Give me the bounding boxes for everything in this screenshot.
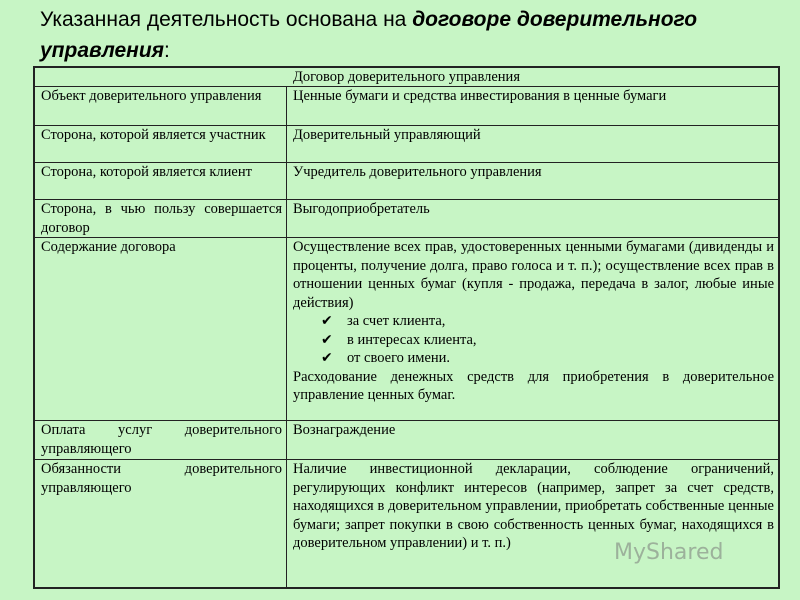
table-row [35, 126, 779, 163]
list-item-text: от своего имени. [347, 350, 451, 366]
title-end: : [164, 39, 170, 62]
table-row [35, 163, 779, 200]
checkmark-icon: ✔ [321, 331, 333, 348]
list-item [321, 349, 774, 368]
row-value: Учредитель доверительного управления [287, 163, 779, 200]
watermark-logo: MyShared [614, 540, 724, 565]
table-row [35, 87, 779, 126]
table-row [35, 200, 779, 238]
row-label: Содержание договора [35, 238, 287, 421]
row-label: Объект доверительного управления [35, 87, 287, 126]
row-value-cell [287, 238, 779, 421]
slide-title [40, 4, 780, 66]
table-header-row [35, 68, 779, 87]
checklist [293, 312, 774, 368]
list-item [321, 331, 774, 350]
table-row [35, 238, 779, 421]
row-value: Доверительный управляющий [287, 126, 779, 163]
row-label: Обязанности доверительного управляющего [35, 460, 287, 588]
checkmark-icon: ✔ [321, 350, 333, 366]
row-value: Осуществление всех прав, удостоверенных ценными бумагами (дивиденды и проценты, получение долга, право голоса и т. п.); осуществление всех прав в отношении ценных бумаг (купля - продажа, передача в залог, любые иные действия) [293, 239, 774, 311]
list-item-text: за счет клиента, [347, 313, 446, 329]
list-item [321, 312, 774, 331]
row-value: Выгодоприобретатель [287, 200, 779, 238]
row-value: Ценные бумаги и средства инвестирования в ценные бумаги [287, 87, 779, 126]
table-header: Договор доверительного управления [35, 68, 779, 87]
trust-agreement-table [33, 66, 780, 589]
table-row [35, 421, 779, 460]
row-label: Сторона, которой является клиент [35, 163, 287, 200]
row-label: Сторона, которой является участник [35, 126, 287, 163]
row-value: Вознаграждение [287, 421, 779, 460]
row-value: Наличие инвестиционной декларации, соблюдение ограничений, регулирующих конфликт интересов (например, запрет за счет средств, находящихся в доверительном управлении, приобретать собственные ценные бумаги; запрет покупки в свою собственность ценных бумаг, находящихся в доверительном управлении) и т. п.) [287, 460, 779, 588]
title-intro: Указанная деятельность основана на [40, 8, 413, 31]
title-emphasis: договоре доверительного управления [40, 8, 698, 62]
list-item-text: в интересах клиента, [347, 331, 477, 348]
table-row [35, 460, 779, 588]
checkmark-icon: ✔ [321, 313, 333, 329]
row-note: Расходование денежных средств для приобретения в доверительное управление ценных бумаг. [293, 368, 774, 403]
row-label: Оплата услуг доверительного управляющего [35, 421, 287, 460]
row-label: Сторона, в чью пользу совершается договор [35, 200, 287, 238]
